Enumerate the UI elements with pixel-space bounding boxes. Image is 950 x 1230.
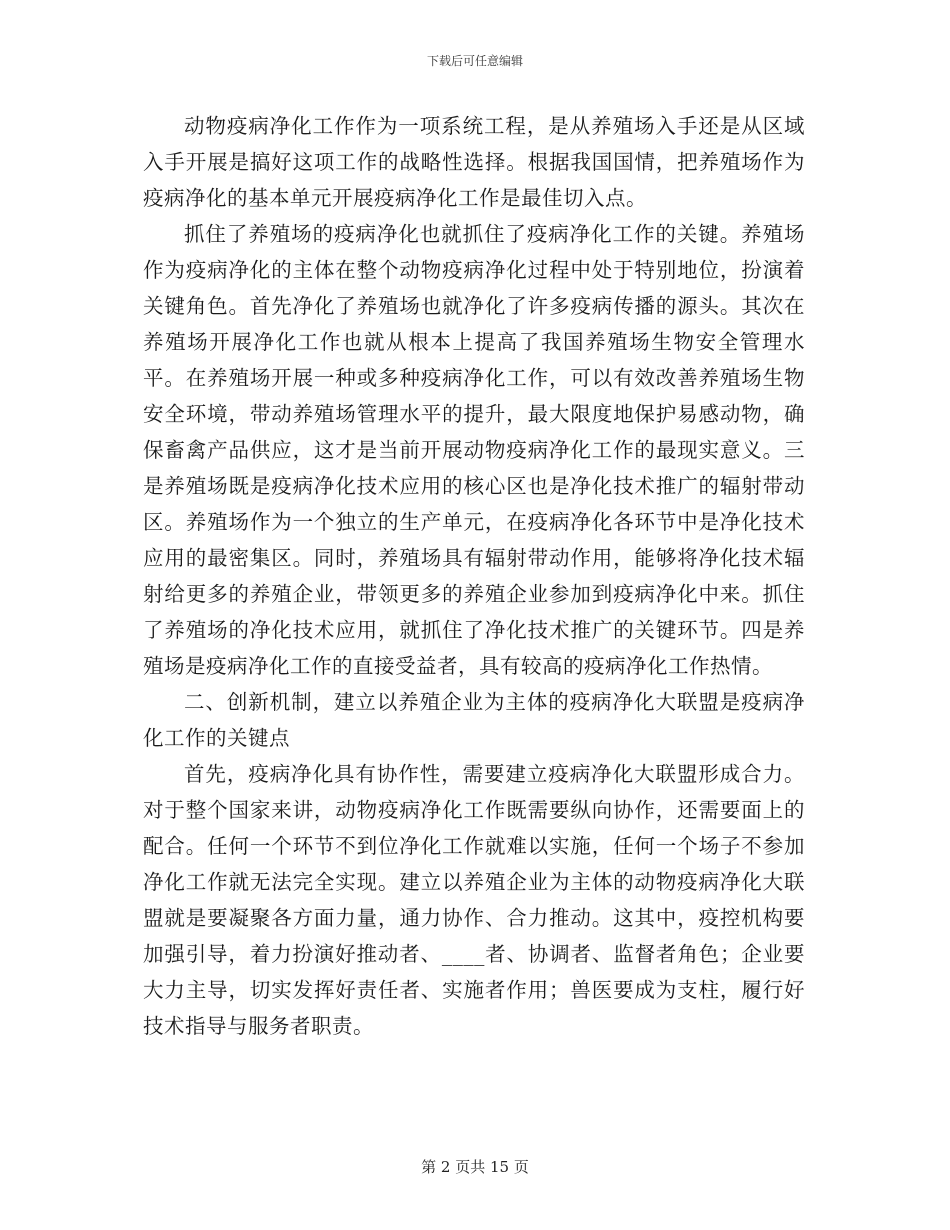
page-number: 第 2 页共 15 页	[421, 1158, 529, 1176]
paragraph: 首先，疫病净化具有协作性，需要建立疫病净化大联盟形成合力。对于整个国家来讲，动物疫病净化工作既需要纵向协作，还需要面上的配合。任何一个环节不到位净化工作就难以实施，任何一个场子不参加净化工作就无法完全实现。建立以养殖企业为主体的动物疫病净化大联盟就是要凝聚各方面力量，通力协作、合力推动。这其中，疫控机构要加强引导，着力扮演好推动者、____者、协调者、监督者角色；企业要大力主导，切实发挥好责任者、实施者作用；兽医要成为支柱，履行好技术指导与服务者职责。	[143, 762, 805, 1038]
paragraph: 抓住了养殖场的疫病净化也就抓住了疫病净化工作的关键。养殖场作为疫病净化的主体在整个动物疫病净化过程中处于特别地位，扮演着关键角色。首先净化了养殖场也就净化了许多疫病传播的源头。其次在养殖场开展净化工作也就从根本上提高了我国养殖场生物安全管理水平。在养殖场开展一种或多种疫病净化工作，可以有效改善养殖场生物安全环境，带动养殖场管理水平的提升，最大限度地保护易感动物，确保畜禽产品供应，这才是当前开展动物疫病净化工作的最现实意义。三是养殖场既是疫病净化技术应用的核心区也是净化技术推广的辐射带动区。养殖场作为一个独立的生产单元，在疫病净化各环节中是净化技术应用的最密集区。同时，养殖场具有辐射带动作用，能够将净化技术辐射给更多的养殖企业，带领更多的养殖企业参加到疫病净化中来。抓住了养殖场的净化技术应用，就抓住了净化技术推广的关键环节。四是养殖场是疫病净化工作的直接受益者，具有较高的疫病净化工作热情。	[143, 222, 805, 678]
page-header-note: 下载后可任意编辑	[426, 54, 523, 68]
document-body	[143, 108, 805, 1044]
section-heading: 二、创新机制，建立以养殖企业为主体的疫病净化大联盟是疫病净化工作的关键点	[143, 690, 805, 750]
paragraph: 动物疫病净化工作作为一项系统工程，是从养殖场入手还是从区域入手开展是搞好这项工作的战略性选择。根据我国国情，把养殖场作为疫病净化的基本单元开展疫病净化工作是最佳切入点。	[143, 114, 805, 210]
